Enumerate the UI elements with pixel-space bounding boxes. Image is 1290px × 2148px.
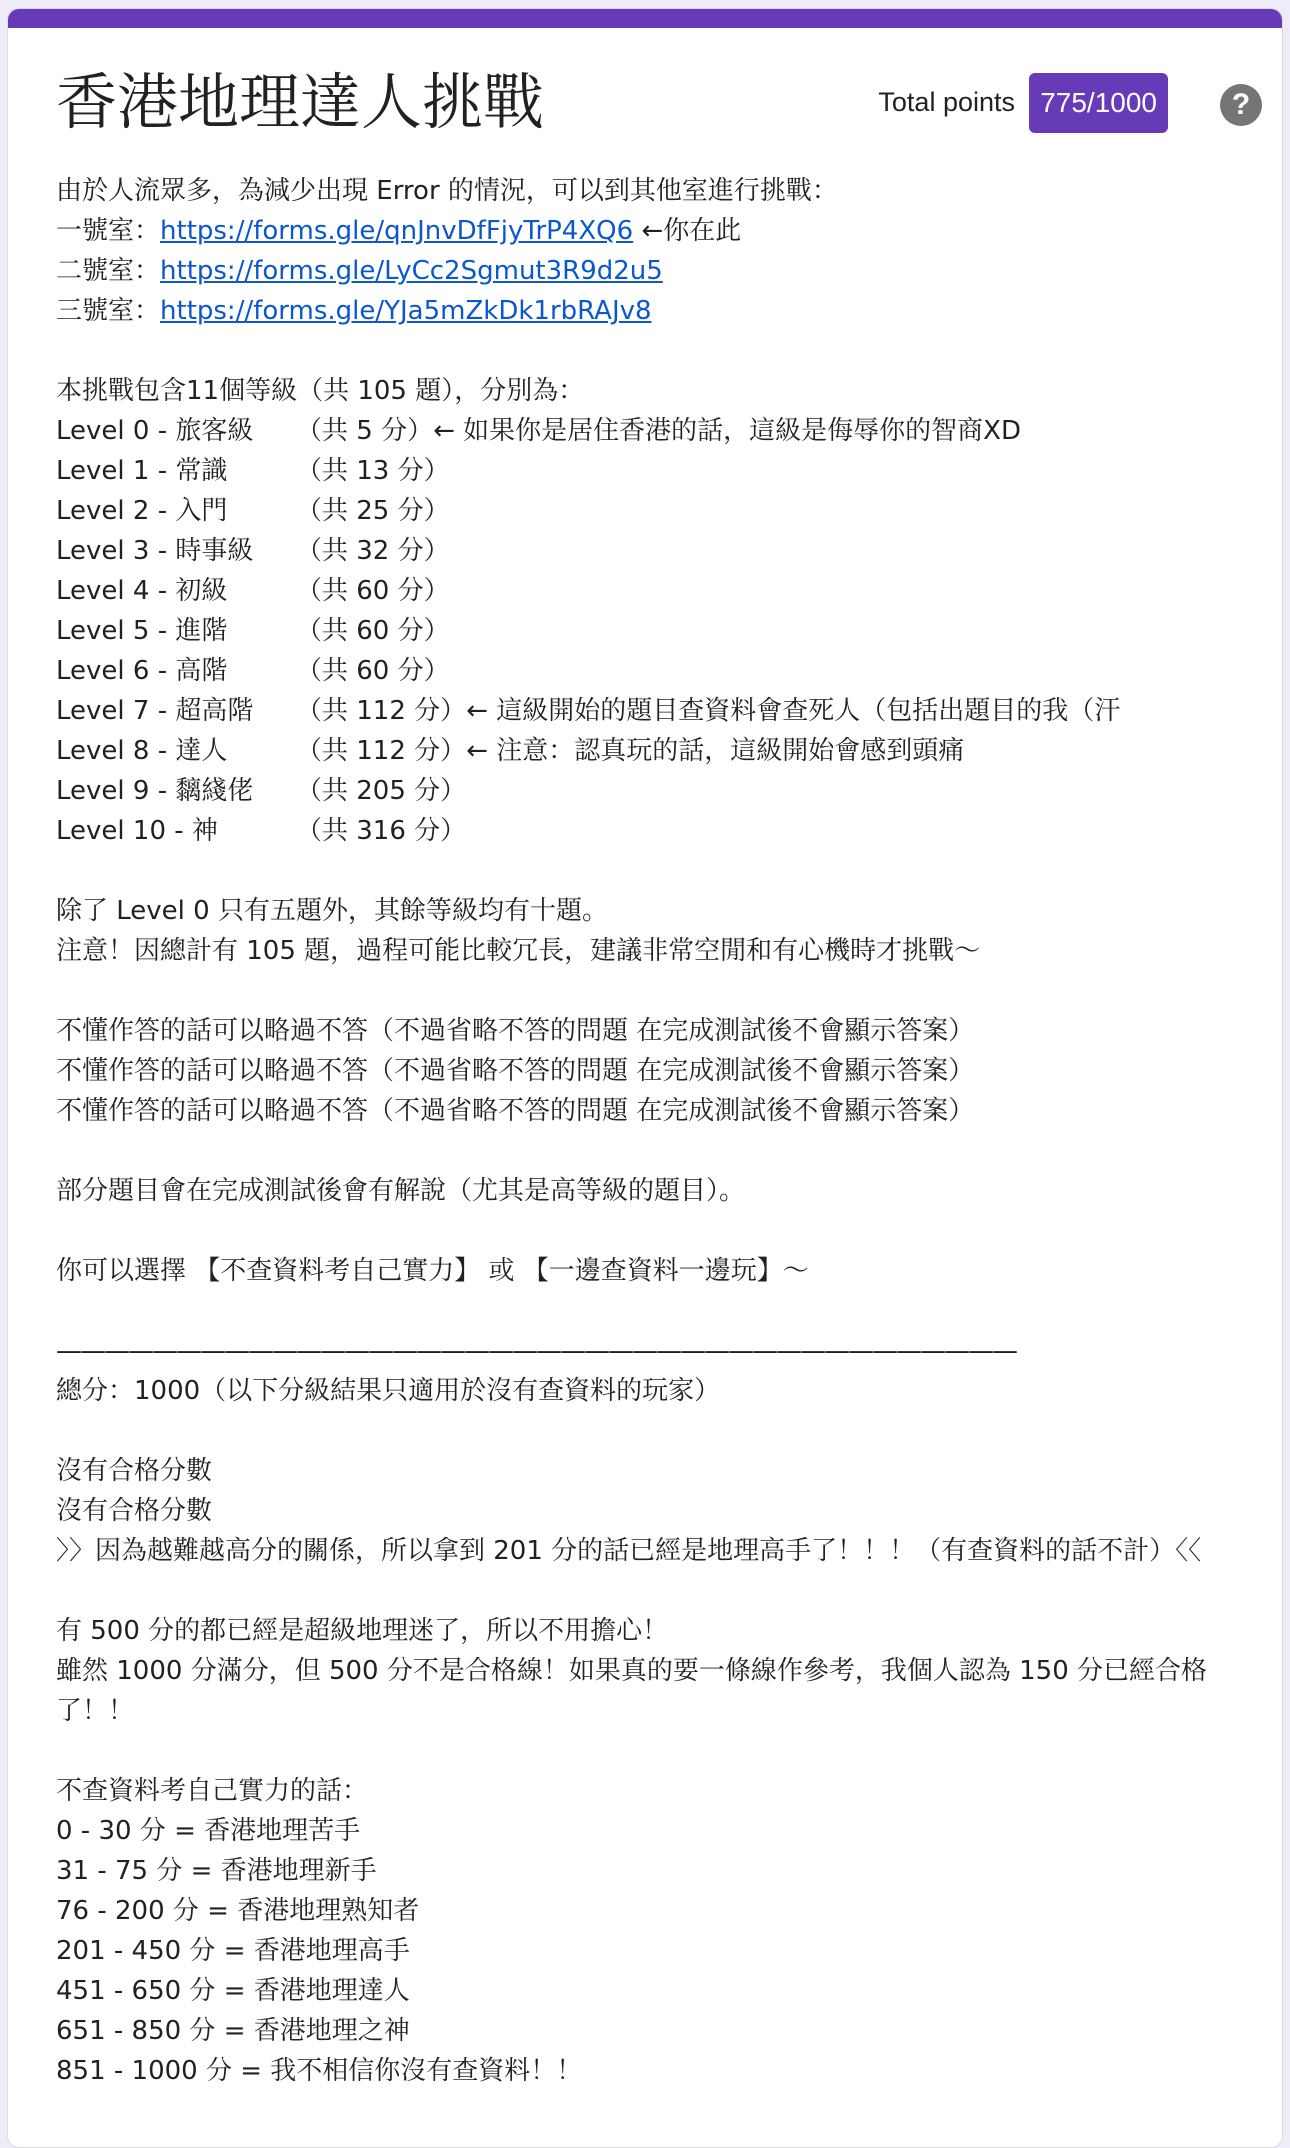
room-2-line bbox=[56, 251, 1251, 291]
level-points: （共 5 分） bbox=[296, 416, 434, 446]
blank-line bbox=[56, 1291, 1251, 1331]
level-name: Level 6 - 高階 bbox=[56, 656, 228, 686]
blank-line bbox=[56, 1131, 1251, 1171]
skip-note: 不懂作答的話可以略過不答（不過省略不答的問題 在完成測試後不會顯示答案） bbox=[56, 1056, 975, 1086]
form-header-card bbox=[7, 8, 1283, 2148]
level-name: Level 4 - 初級 bbox=[56, 576, 228, 606]
level-row bbox=[56, 451, 1251, 491]
blank-line bbox=[56, 1211, 1251, 1251]
super-fan-note: 有 500 分的都已經是超級地理迷了，所以不用擔心！ bbox=[56, 1616, 669, 1646]
level-points: （共 60 分） bbox=[296, 576, 450, 606]
level-row bbox=[56, 771, 1251, 811]
level-row bbox=[56, 651, 1251, 691]
level-note: ← 如果你是居住香港的話，這級是侮辱你的智商XD bbox=[433, 416, 1021, 446]
level-points: （共 25 分） bbox=[296, 496, 450, 526]
pass-line-note: 雖然 1000 分滿分，但 500 分不是合格線！如果真的要一條線作參考，我個人認為 150 分已經合格了！！ bbox=[56, 1656, 1208, 1726]
grade-item: 31 - 75 分 = 香港地理新手 bbox=[56, 1856, 377, 1886]
level-points: （共 316 分） bbox=[296, 816, 467, 846]
no-pass-note: 沒有合格分數 bbox=[56, 1456, 213, 1486]
grade-item: 851 - 1000 分 = 我不相信你沒有查資料！！ bbox=[56, 2056, 583, 2086]
room-1-label: 一號室： bbox=[56, 216, 161, 246]
room-3-label: 三號室： bbox=[56, 296, 161, 326]
level-name: Level 2 - 入門 bbox=[56, 496, 228, 526]
score-badge: 775/1000 bbox=[1029, 73, 1168, 133]
grade-item: 0 - 30 分 = 香港地理苦手 bbox=[56, 1816, 361, 1846]
level-points: （共 205 分） bbox=[296, 776, 467, 806]
level-name: Level 1 - 常識 bbox=[56, 456, 228, 486]
level-row bbox=[56, 811, 1251, 851]
level-name: Level 10 - 神 bbox=[56, 816, 218, 846]
level-row bbox=[56, 571, 1251, 611]
grading-intro: 不查資料考自己實力的話： bbox=[56, 1776, 369, 1806]
room-2-link[interactable]: https://forms.gle/LyCc2Sgmut3R9d2u5 bbox=[160, 256, 663, 286]
room-3-link[interactable]: https://forms.gle/YJa5mZkDk1rbRAJv8 bbox=[160, 296, 652, 326]
total-points-label: Total points bbox=[878, 87, 1015, 117]
room-3-line bbox=[56, 291, 1251, 331]
level-name: Level 0 - 旅客級 bbox=[56, 416, 254, 446]
level-note: ← 這級開始的題目查資料會查死人（包括出題目的我（汗 bbox=[466, 696, 1121, 726]
level-row bbox=[56, 691, 1251, 731]
blank-line bbox=[56, 971, 1251, 1011]
level-row bbox=[56, 411, 1251, 451]
levels-intro: 本挑戰包含11個等級（共 105 題），分別為： bbox=[56, 376, 585, 406]
level-row bbox=[56, 731, 1251, 771]
no-pass-note: 沒有合格分數 bbox=[56, 1496, 213, 1526]
level-points: （共 13 分） bbox=[296, 456, 450, 486]
divider-rule: ———————————————————————————————————————— bbox=[56, 1336, 1016, 1366]
high-score-note: 〉〉因為越難越高分的關係，所以拿到 201 分的話已經是地理高手了！！！（有查資料的話不計）〈〈 bbox=[56, 1536, 1202, 1566]
level-points: （共 32 分） bbox=[296, 536, 450, 566]
level-row bbox=[56, 531, 1251, 571]
room-1-link[interactable]: https://forms.gle/qnJnvDfFjyTrP4XQ6 bbox=[160, 216, 634, 246]
grade-item: 201 - 450 分 = 香港地理高手 bbox=[56, 1936, 410, 1966]
form-description bbox=[56, 171, 1251, 2091]
level-points: （共 60 分） bbox=[296, 616, 450, 646]
room-1-line bbox=[56, 211, 1251, 251]
skip-note: 不懂作答的話可以略過不答（不過省略不答的問題 在完成測試後不會顯示答案） bbox=[56, 1016, 975, 1046]
intro-text: 由於人流眾多，為減少出現 Error 的情況，可以到其他室進行挑戰： bbox=[56, 176, 838, 206]
level-note: ← 注意：認真玩的話，這級開始會感到頭痛 bbox=[466, 736, 965, 766]
grade-item: 451 - 650 分 = 香港地理達人 bbox=[56, 1976, 410, 2006]
blank-line bbox=[56, 331, 1251, 371]
form-title: 香港地理達人挑戰 bbox=[56, 67, 545, 138]
blank-line bbox=[56, 1411, 1251, 1451]
level-row bbox=[56, 611, 1251, 651]
level-points: （共 112 分） bbox=[296, 696, 467, 726]
level-name: Level 8 - 達人 bbox=[56, 736, 228, 766]
play-mode-note: 你可以選擇 【不查資料考自己實力】 或 【一邊查資料一邊玩】〜 bbox=[56, 1256, 809, 1286]
explanation-note: 部分題目會在完成測試後會有解說（尤其是高等級的題目）。 bbox=[56, 1176, 746, 1206]
level-name: Level 5 - 進階 bbox=[56, 616, 228, 646]
grade-item: 76 - 200 分 = 香港地理熟知者 bbox=[56, 1896, 420, 1926]
level-name: Level 9 - 黐綫佬 bbox=[56, 776, 254, 806]
you-are-here-note: ←你在此 bbox=[633, 216, 742, 246]
total-score-note: 總分：1000（以下分級結果只適用於沒有查資料的玩家） bbox=[56, 1376, 721, 1406]
grade-item: 651 - 850 分 = 香港地理之神 bbox=[56, 2016, 410, 2046]
blank-line bbox=[56, 1571, 1251, 1611]
blank-line bbox=[56, 1731, 1251, 1771]
blank-line bbox=[56, 851, 1251, 891]
room-2-label: 二號室： bbox=[56, 256, 161, 286]
level-row bbox=[56, 491, 1251, 531]
total-points-area bbox=[842, 64, 1282, 136]
help-circle-icon[interactable]: ? bbox=[1220, 84, 1262, 126]
length-warning: 注意！因總計有 105 題，過程可能比較冗長，建議非常空閒和有心機時才挑戰〜 bbox=[56, 936, 981, 966]
skip-note: 不懂作答的話可以略過不答（不過省略不答的問題 在完成測試後不會顯示答案） bbox=[56, 1096, 975, 1126]
level-count-note: 除了 Level 0 只有五題外，其餘等級均有十題。 bbox=[56, 896, 608, 926]
level-name: Level 3 - 時事級 bbox=[56, 536, 254, 566]
level-name: Level 7 - 超高階 bbox=[56, 696, 254, 726]
level-points: （共 112 分） bbox=[296, 736, 467, 766]
level-points: （共 60 分） bbox=[296, 656, 450, 686]
accent-bar bbox=[8, 9, 1282, 28]
